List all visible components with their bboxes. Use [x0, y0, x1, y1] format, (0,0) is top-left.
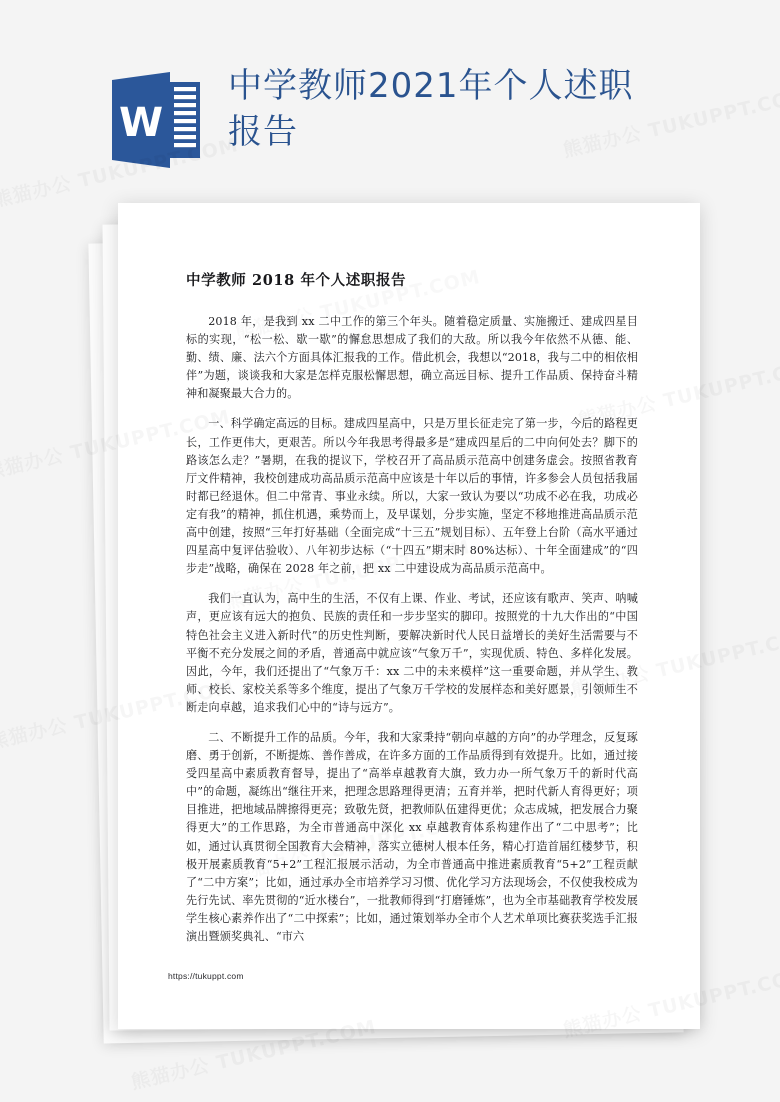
document-paragraph: 二、不断提升工作的品质。今年，我和大家秉持“朝向卓越的方向”的办学理念，反复琢磨、勇于创新，不断提炼、善作善成，在许多方面的工作品质得到有效提升。比如，通过接受四星高中素质教育督导，提出了“高举卓越教育大旗，致力办一所气象万千的新时代高中”的命题，凝练出“继往开来，把理念思路理得更清；五育并举，把时代新人育得更好；项目推进，把地域品牌擦得更亮；致敬先贤，把教师队伍建得更优；众志成城，把发展合力聚得更大”的工作思路，为全市普通高中深化 xx 卓越教育体系构建作出了“二中思考”；比如，通过认真贯彻全国教育大会精神，落实立德树人根本任务，精心打造首届红楼梦节，积极开展素质教育“5+2”工程汇报展示活动，为全市普通高中推进素质教育“5+2”工程贡献了“二中方案”；比如，通过承办全市培养学习习惯、优化学习方法现场会，不仅使我校成为先行先试、率先贯彻的“近水楼台”，一批教师得到“打磨锤炼”，也为全市基础教育学校发展学生核心素养作出了“二中探索”；比如，通过策划举办全市个人艺术单项比赛获奖选手汇报演出暨颁奖典礼、“市六: [186, 730, 638, 943]
page-title: 中学教师2021年个人述职报告: [228, 66, 634, 152]
document-paragraph: 一、科学确定高远的目标。建成四星高中，只是万里长征走完了第一步，今后的路程更长，工作更伟大，更艰苦。所以今年我思考得最多是“建成四星后的二中向何处去？脚下的路该怎么走？”暑期，在我的提议下，学校召开了高品质示范高中创建务虚会。按照省教育厅文件精神，我校创建成功高品质示范高中应该是十年以后的事情，许多参会人员包括我届时都已经退休。但二中常青、事业永续。所以，大家一致认为要以“功成不必在我，功成必定有我”的精神，抓住机遇，乘势而上，及早谋划，分步实施，坚定不移地推进高品质示范高中创建，按照“三年打好基础（全面完成“十三五”规划目标）、五年登上台阶（高水平通过四星高中复评估验收）、八年初步达标（“十四五”期末时 80%达标）、十年全面建成”的“四步走”战略，确保在 2028 年之前，把 xx 二中建设成为高品质示范高中。: [186, 417, 638, 576]
svg-text:W: W: [118, 100, 164, 146]
document-page-front[interactable]: [118, 203, 700, 1029]
document-title: 中学教师 2018 年个人述职报告: [186, 272, 407, 289]
document-footer-url: https://tukuppt.com: [168, 971, 244, 981]
preview-header: [0, 0, 780, 190]
document-body: [186, 313, 638, 958]
document-paragraph: 我们一直认为，高中生的生活，不仅有上课、作业、考试，还应该有歌声、笑声、呐喊声，更应该有远大的抱负、民族的责任和一步步坚实的脚印。按照党的十九大作出的“中国特色社会主义进入新时代”的历史性判断，要解决新时代人民日益增长的美好生活需要与不平衡不充分发展之间的矛盾，普通高中就应该“气象万千”，实现优质、特色、多样化发展。因此，今年，我们还提出了“气象万千：xx 二中的未来模样”这一重要命题，并从学生、教师、校长、家校关系等多个维度，提出了气象万千学校的发展样态和美好愿景，引领师生不断走向卓越，追求我们心中的“诗与远方”。: [186, 592, 638, 714]
microsoft-word-logo-icon: [108, 70, 204, 170]
document-paragraph: 2018 年，是我到 xx 二中工作的第三个年头。随着稳定质量、实施搬迁、建成四星目标的实现，“松一松、歇一歇”的懈怠思想成了我们的大敌。所以我今年依然不从德、能、勤、绩、廉、法六个方面具体汇报我的工作。借此机会，我想以“2018，我与二中的相依相伴”为题，谈谈我和大家是怎样克服松懈思想，确立高远目标、提升工作品质、保持奋斗精神和凝聚最大合力的。: [186, 315, 638, 401]
document-content-area: [118, 203, 700, 1029]
